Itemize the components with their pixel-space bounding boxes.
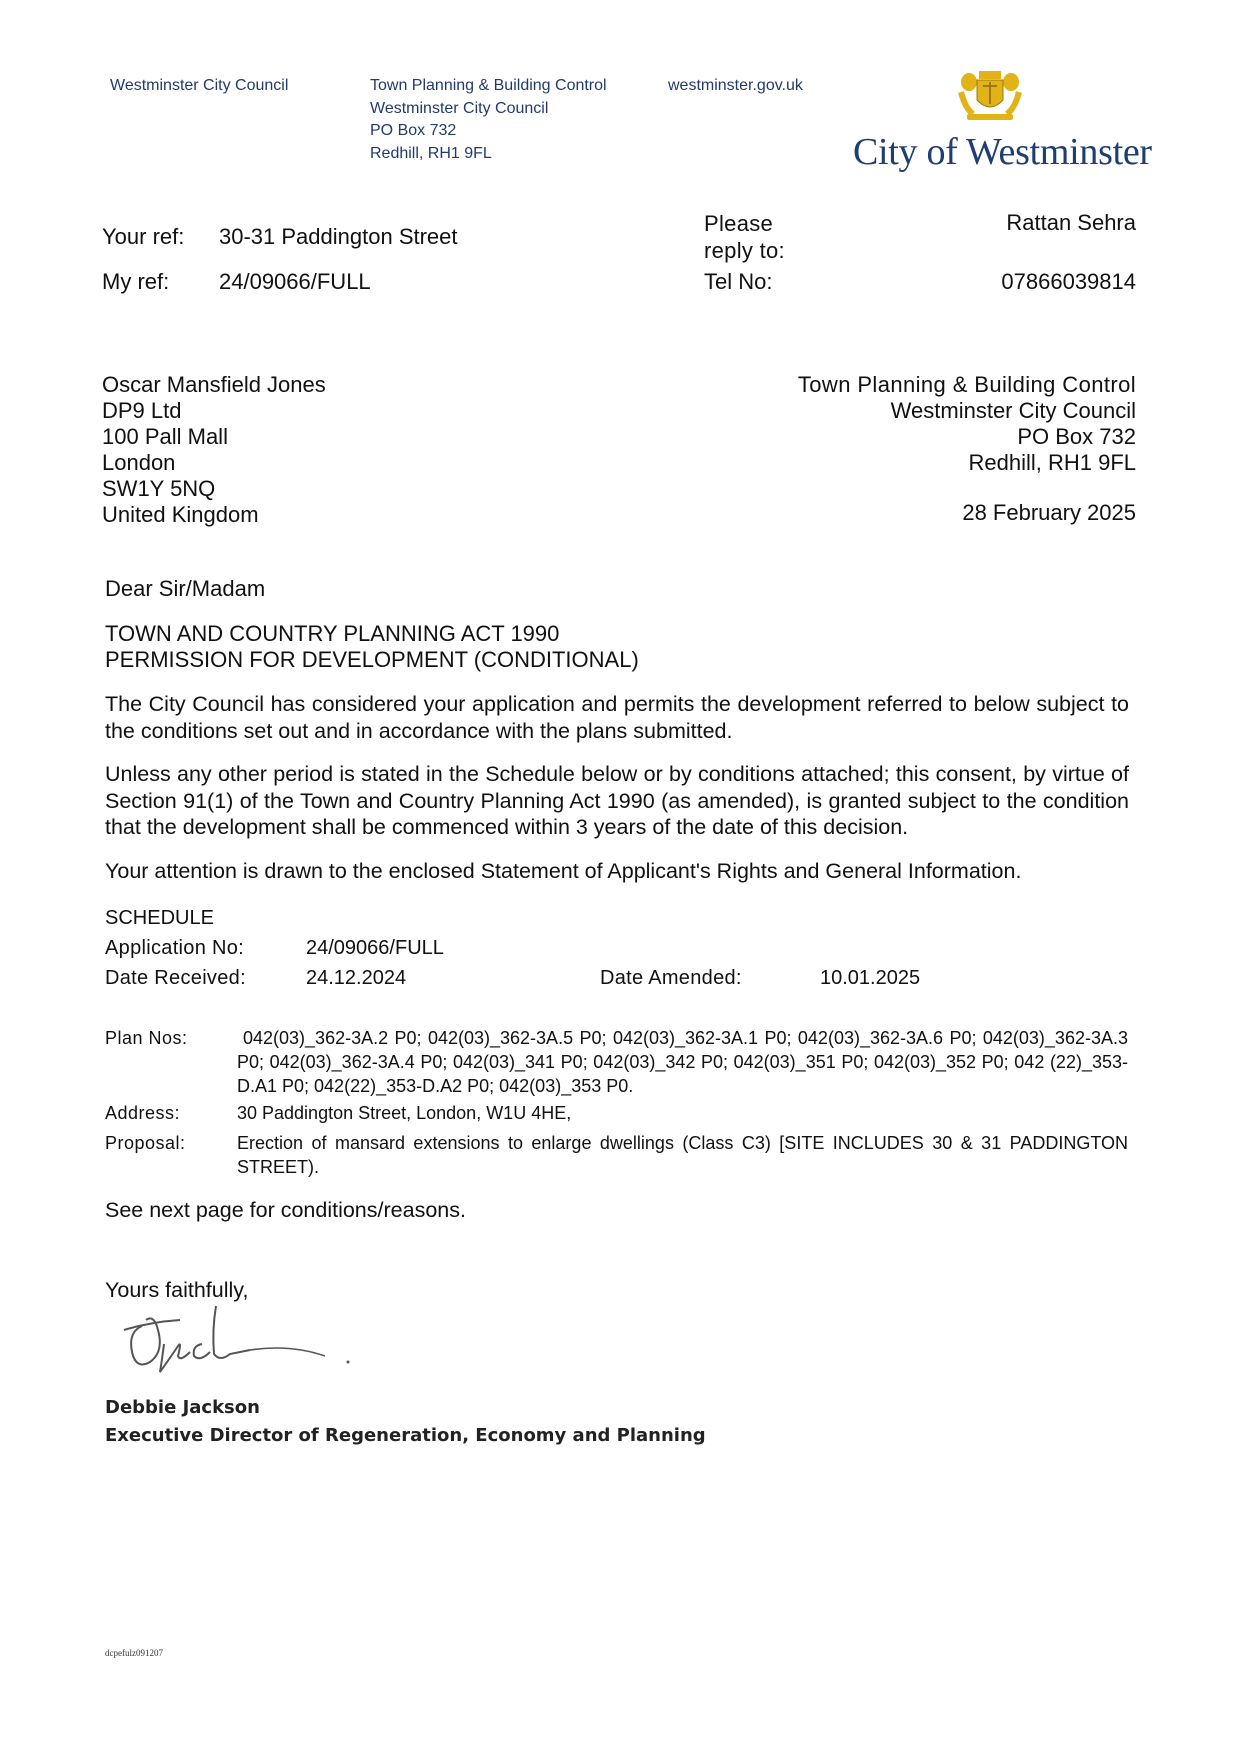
sender-address [700, 372, 1136, 476]
recipient-line: DP9 Ltd [102, 398, 182, 423]
date-amended-label: Date Amended: [600, 967, 742, 989]
salutation: Dear Sir/Madam [105, 576, 266, 601]
heading-act: TOWN AND COUNTRY PLANNING ACT 1990 [105, 621, 560, 646]
proposal-label: Proposal: [105, 1133, 186, 1153]
reply-to-label: Please reply to: [704, 211, 785, 263]
date-received-value: 24.12.2024 [306, 967, 407, 989]
recipient-line: Oscar Mansfield Jones [102, 372, 326, 397]
paragraph-considered: The City Council has considered your application and permits the development referred to below subject to the conditions set out and in accordance with the plans submitted. [105, 692, 1129, 743]
tel-value: 07866039814 [1001, 269, 1136, 294]
schedule-title: SCHEDULE [105, 907, 214, 929]
date-amended-value: 10.01.2025 [820, 967, 921, 989]
recipient-line: SW1Y 5NQ [102, 476, 216, 501]
sender-line: PO Box 732 [1017, 424, 1136, 449]
council-name: Westminster City Council [110, 77, 289, 94]
recipient-line: 100 Pall Mall [102, 424, 228, 449]
reply-to-value: Rattan Sehra [1006, 210, 1136, 235]
plan-nos-label: Plan Nos: [105, 1028, 188, 1048]
heading-permission: PERMISSION FOR DEVELOPMENT (CONDITIONAL) [105, 647, 639, 672]
header-address-line: Redhill, RH1 9FL [370, 144, 492, 162]
your-ref-value: 30-31 Paddington Street [219, 224, 458, 249]
footer-code: dcpefulz091207 [105, 1648, 163, 1658]
signatory-name: Debbie Jackson [105, 1397, 260, 1418]
paragraph-period: Unless any other period is stated in the Schedule below or by conditions attached; this consent, by virtue of Section 91(1) of the Town and Country Planning Act 1990 (as amended), is granted subject to the condition that the development shall be commenced within 3 years of the date of this decision. [105, 762, 1129, 839]
header-address-line: Town Planning & Building Control [370, 77, 607, 94]
date-received-label: Date Received: [105, 967, 246, 989]
recipient-address [102, 372, 326, 528]
header-address-line: Westminster City Council [370, 99, 549, 117]
my-ref-value: 24/09066/FULL [219, 269, 371, 294]
coat-of-arms-icon [955, 68, 1025, 123]
recipient-line: London [102, 450, 176, 475]
sender-line: Town Planning & Building Control [797, 372, 1136, 397]
website-link[interactable]: westminster.gov.uk [668, 77, 803, 94]
address-value: 30 Paddington Street, London, W1U 4HE, [237, 1103, 572, 1123]
sender-line: Westminster City Council [890, 398, 1136, 423]
my-ref-label: My ref: [102, 269, 170, 294]
see-next-page: See next page for conditions/reasons. [105, 1198, 466, 1222]
proposal-value: Erection of mansard extensions to enlarge dwellings (Class C3) [SITE INCLUDES 30 & 31 PADDINGTON STREET). [237, 1133, 1128, 1177]
letter-date: 28 February 2025 [962, 500, 1136, 525]
closing: Yours faithfully, [105, 1278, 249, 1302]
signature-image [120, 1300, 360, 1385]
tel-label: Tel No: [704, 269, 773, 294]
address-label: Address: [105, 1103, 181, 1123]
header-address [370, 75, 607, 165]
logo-text: City of Westminster [853, 131, 1152, 173]
application-no-label: Application No: [105, 937, 245, 959]
signatory-title: Executive Director of Regeneration, Economy and Planning [105, 1425, 706, 1446]
header-address-line: PO Box 732 [370, 122, 457, 139]
plan-nos-value: 042(03)_362-3A.2 P0; 042(03)_362-3A.5 P0; 042(03)_362-3A.1 P0; 042(03)_362-3A.6 P0; 042(03)_362-3A.3 P0; 042(03)_362-3A.4 P0; 042(03)_341 P0; 042(03)_342 P0; 042(03)_351 P0; 042(03)_352 P0; 042 (22)_353-D.A1 P0; 042(22)_353-D.A2 P0; 042(03)_353 P0. [237, 1028, 1128, 1096]
your-ref-label: Your ref: [102, 224, 185, 249]
sender-line: Redhill, RH1 9FL [968, 450, 1136, 475]
recipient-line: United Kingdom [102, 502, 259, 527]
paragraph-attention: Your attention is drawn to the enclosed Statement of Applicant's Rights and General Information. [105, 859, 1022, 883]
application-no-value: 24/09066/FULL [306, 937, 444, 959]
